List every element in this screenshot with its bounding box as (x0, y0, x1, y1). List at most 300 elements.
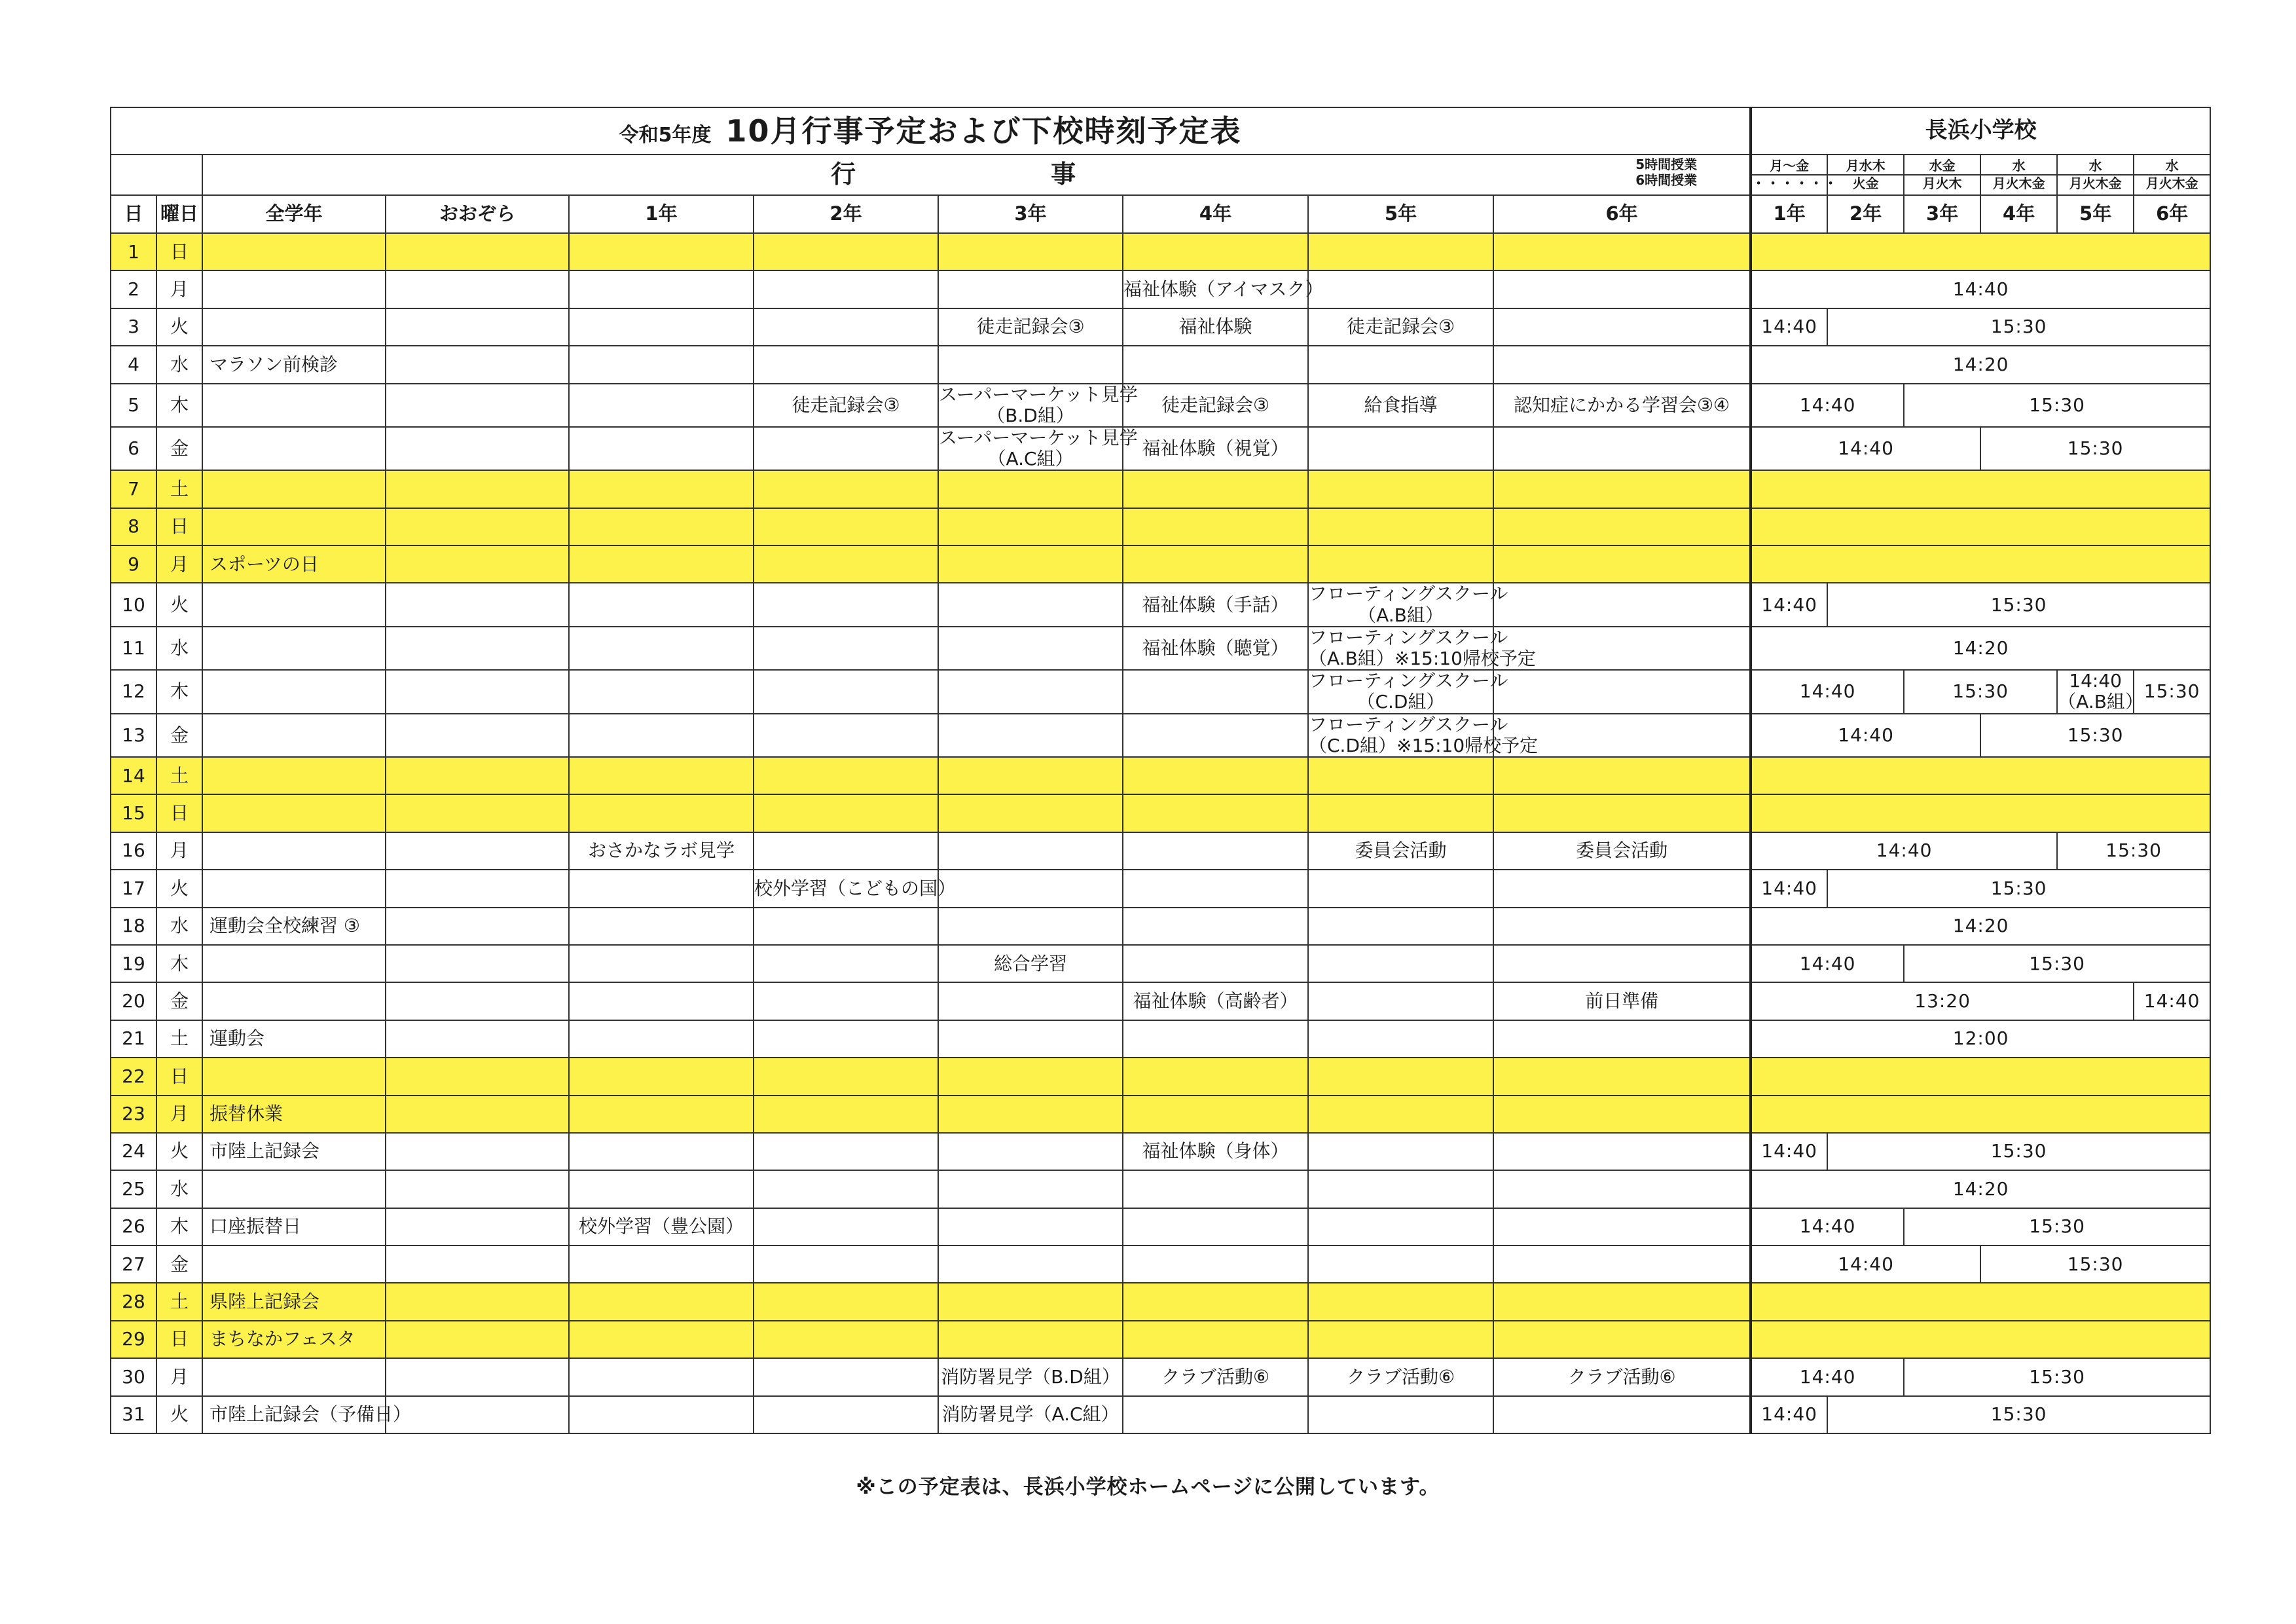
day-number: 11 (111, 627, 156, 670)
weekday: 金 (156, 1246, 202, 1283)
day-number: 23 (111, 1096, 156, 1133)
event-cell (202, 1170, 386, 1208)
event-cell (1493, 427, 1751, 470)
day-row (111, 308, 2210, 346)
day-number: 31 (111, 1396, 156, 1433)
event-cell (1308, 1246, 1493, 1283)
weekday: 日 (156, 794, 202, 832)
day-row (111, 1096, 2210, 1133)
event-cell: 福祉体験（身体） (1123, 1133, 1308, 1170)
event-cell (938, 1283, 1123, 1320)
event-cell (202, 233, 386, 270)
dismissal-time: 15:30 (2134, 670, 2210, 713)
event-cell (938, 583, 1123, 626)
dismissal-time: 15:30 (1827, 1396, 2210, 1433)
weekday: 月 (156, 1096, 202, 1133)
dismissal-time: 15:30 (1827, 308, 2210, 346)
dismissal-time-empty (1751, 1283, 2210, 1320)
event-cell (569, 757, 754, 794)
event-cell (1493, 1246, 1751, 1283)
event-cell (754, 583, 938, 626)
event-cell (569, 945, 754, 982)
event-cell (754, 1133, 938, 1170)
dismissal-time: 14:20 (1751, 627, 2210, 670)
day-row (111, 627, 2210, 670)
day-row (111, 870, 2210, 907)
event-cell (1308, 1133, 1493, 1170)
event-cell (386, 1246, 569, 1283)
dismissal-time: 14:40 (1751, 1358, 1904, 1395)
event-cell (1123, 346, 1308, 383)
day-row (111, 233, 2210, 270)
event-cell (1123, 1058, 1308, 1095)
event-cell (569, 308, 754, 346)
event-cell (386, 270, 569, 308)
event-cell (1493, 1170, 1751, 1208)
weekday: 日 (156, 1058, 202, 1095)
dismissal-time-empty (1751, 233, 2210, 270)
event-cell (1493, 346, 1751, 383)
dismissal-time-empty (1751, 545, 2210, 583)
pattern-bottom: ・・・・・・ (1752, 175, 1839, 191)
event-cell (202, 1058, 386, 1095)
event-cell (386, 508, 569, 545)
event-cell (754, 794, 938, 832)
day-row (111, 384, 2210, 427)
dismissal-time-empty (1751, 1096, 2210, 1133)
event-cell (1308, 346, 1493, 383)
day-number: 8 (111, 508, 156, 545)
day-row (111, 1358, 2210, 1395)
weekday: 水 (156, 346, 202, 383)
event-cell (202, 627, 386, 670)
col-event-2: おおぞら (386, 195, 569, 233)
event-cell (1308, 1096, 1493, 1133)
event-cell (1308, 470, 1493, 507)
event-cell: 福祉体験（高齢者） (1123, 982, 1308, 1020)
event-cell (1308, 1283, 1493, 1320)
weekday: 木 (156, 384, 202, 427)
col-day: 日 (111, 195, 156, 233)
event-cell: 総合学習 (938, 945, 1123, 982)
weekday: 月 (156, 832, 202, 870)
event-cell (938, 545, 1123, 583)
event-cell (386, 670, 569, 713)
event-cell (938, 832, 1123, 870)
day-row (111, 545, 2210, 583)
event-cell: フローティングスクール （C.D組） (1309, 670, 1508, 713)
dismissal-time-empty (1751, 757, 2210, 794)
day-number: 9 (111, 545, 156, 583)
day-row (111, 270, 2210, 308)
day-number: 22 (111, 1058, 156, 1095)
day-row (111, 1170, 2210, 1208)
col-event-5: 3年 (938, 195, 1123, 233)
gyouji-label: 行 事 (831, 160, 1161, 189)
event-cell (569, 233, 754, 270)
day-number: 6 (111, 427, 156, 470)
dismissal-time: 15:30 (1980, 427, 2210, 470)
event-cell: フローティングスクール （A.B組）※15:10帰校予定 (1309, 626, 1536, 670)
event-cell (202, 270, 386, 308)
event-cell (938, 627, 1123, 670)
event-cell: 振替休業 (202, 1096, 386, 1133)
day-row (111, 794, 2210, 832)
event-cell (938, 1096, 1123, 1133)
dismissal-time: 13:20 (1751, 982, 2134, 1020)
weekday: 水 (156, 908, 202, 945)
dismissal-time-empty (1751, 794, 2210, 832)
dismissal-time: 14:40 (1751, 832, 2057, 870)
event-cell (202, 794, 386, 832)
weekday: 水 (156, 1170, 202, 1208)
event-cell (938, 1170, 1123, 1208)
day-number: 28 (111, 1283, 156, 1320)
event-cell (569, 1396, 754, 1433)
event-cell (569, 870, 754, 907)
event-cell (1123, 1096, 1308, 1133)
dismissal-time: 15:30 (1904, 670, 2057, 713)
event-cell (386, 308, 569, 346)
day-row (111, 1208, 2210, 1246)
day-number: 10 (111, 583, 156, 626)
event-cell (569, 427, 754, 470)
pattern-bottom: 火金 (1852, 175, 1879, 191)
weekday: 金 (156, 714, 202, 757)
event-cell (386, 583, 569, 626)
event-cell (386, 1321, 569, 1358)
event-cell (569, 627, 754, 670)
col-grade-1: 1年 (1751, 195, 1827, 233)
day-row (111, 1133, 2210, 1170)
event-cell (938, 982, 1123, 1020)
dismissal-time-empty (1751, 470, 2210, 507)
event-cell (202, 870, 386, 907)
event-cell: スポーツの日 (202, 545, 386, 583)
event-cell (938, 1208, 1123, 1246)
event-cell (569, 714, 754, 757)
event-cell (386, 1096, 569, 1133)
day-row (111, 757, 2210, 794)
event-cell (569, 908, 754, 945)
event-cell (569, 270, 754, 308)
event-cell (754, 1246, 938, 1283)
day-number: 3 (111, 308, 156, 346)
event-cell (1308, 270, 1493, 308)
event-cell (938, 794, 1123, 832)
day-row (111, 470, 2210, 507)
dismissal-time: 14:40 (1751, 670, 1904, 713)
event-cell (1308, 1170, 1493, 1208)
title-cell (111, 107, 1751, 155)
dismissal-time: 14:40 (1751, 583, 1827, 626)
day-number: 27 (111, 1246, 156, 1283)
event-cell (386, 908, 569, 945)
event-cell: 消防署見学（A.C組） (938, 1396, 1123, 1433)
event-cell: まちなかフェスタ (202, 1321, 386, 1358)
event-cell (202, 508, 386, 545)
dismissal-time: 14:40 (1751, 308, 1827, 346)
day-row (111, 1058, 2210, 1095)
event-cell (754, 982, 938, 1020)
weekday: 火 (156, 308, 202, 346)
event-cell: 給食指導 (1308, 384, 1493, 427)
event-cell (754, 1058, 938, 1095)
pattern-top: 水 (2165, 158, 2179, 174)
event-cell (938, 757, 1123, 794)
day-number: 1 (111, 233, 156, 270)
pattern-header-1 (1751, 155, 1839, 195)
day-number: 19 (111, 945, 156, 982)
event-cell (754, 670, 938, 713)
event-cell (1123, 545, 1308, 583)
event-cell: 口座振替日 (202, 1208, 386, 1246)
dismissal-time: 14:40 (1751, 1133, 1827, 1170)
event-cell (1493, 508, 1751, 545)
event-cell (938, 1133, 1123, 1170)
event-cell (1123, 1246, 1308, 1283)
event-cell (1123, 945, 1308, 982)
event-cell (1123, 1396, 1308, 1433)
event-cell (754, 427, 938, 470)
event-cell (569, 1246, 754, 1283)
event-cell: 福祉体験（アイマスク） (1123, 270, 1308, 308)
event-cell (1308, 1208, 1493, 1246)
weekday: 火 (156, 1133, 202, 1170)
day-row (111, 908, 2210, 945)
event-cell (1493, 1208, 1751, 1246)
event-cell: 運動会全校練習 ③ (202, 908, 386, 945)
event-cell (386, 1133, 569, 1170)
event-cell: 徒走記録会③ (1123, 384, 1308, 427)
event-cell (1123, 870, 1308, 907)
event-cell (938, 346, 1123, 383)
school-name: 長浜小学校 (1925, 117, 2037, 144)
event-cell (754, 1396, 938, 1433)
day-number: 25 (111, 1170, 156, 1208)
title-row (111, 107, 2210, 155)
event-cell (754, 470, 938, 507)
weekday: 土 (156, 757, 202, 794)
dismissal-time: 14:40 （A.B組） (2058, 670, 2143, 713)
pattern-top: 水金 (1929, 158, 1956, 174)
event-cell (1308, 508, 1493, 545)
pattern-bottom: 月火木金 (2069, 175, 2122, 191)
pattern-header-4 (1980, 155, 2057, 195)
event-cell (1308, 233, 1493, 270)
event-cell (1123, 714, 1308, 757)
event-cell (202, 308, 386, 346)
weekday: 日 (156, 508, 202, 545)
col-event-4: 2年 (754, 195, 938, 233)
pattern-header-6 (2134, 155, 2210, 195)
event-cell (938, 1321, 1123, 1358)
pattern-top: 水 (2088, 158, 2102, 174)
event-cell (1493, 1283, 1751, 1320)
event-cell (386, 427, 569, 470)
event-cell: 福祉体験 (1123, 308, 1308, 346)
event-cell (202, 427, 386, 470)
period-labels (1635, 157, 1749, 188)
event-cell (754, 270, 938, 308)
event-cell: 運動会 (202, 1020, 386, 1058)
event-cell (754, 627, 938, 670)
dismissal-time-empty (1751, 1321, 2210, 1358)
school-name-cell (1751, 107, 2210, 155)
group-header-row (111, 155, 2210, 195)
event-cell (1308, 757, 1493, 794)
dismissal-time: 15:30 (2057, 832, 2210, 870)
event-cell (202, 832, 386, 870)
period-6h: 6時間授業 (1635, 172, 1698, 188)
event-cell (202, 757, 386, 794)
event-cell (569, 1020, 754, 1058)
dismissal-time: 14:40 (1751, 1246, 1980, 1283)
event-cell (202, 1246, 386, 1283)
event-cell (1493, 1321, 1751, 1358)
event-cell (1123, 794, 1308, 832)
event-cell (569, 1133, 754, 1170)
col-grade-4: 4年 (1980, 195, 2057, 233)
event-cell (938, 670, 1123, 713)
day-row (111, 508, 2210, 545)
event-cell: クラブ活動⑥ (1123, 1358, 1308, 1395)
event-cell (386, 982, 569, 1020)
weekday: 土 (156, 1283, 202, 1320)
event-cell (938, 908, 1123, 945)
event-cell (386, 945, 569, 982)
event-cell (569, 670, 754, 713)
event-cell (1123, 1283, 1308, 1320)
event-cell (1493, 794, 1751, 832)
event-cell: 福祉体験（聴覚） (1123, 627, 1308, 670)
day-number: 30 (111, 1358, 156, 1395)
event-cell (202, 1358, 386, 1395)
event-cell: クラブ活動⑥ (1308, 1358, 1493, 1395)
event-cell (569, 508, 754, 545)
event-cell (1308, 870, 1493, 907)
event-cell (202, 714, 386, 757)
event-cell (938, 470, 1123, 507)
event-cell (754, 908, 938, 945)
event-cell (1493, 1096, 1751, 1133)
pattern-bottom: 月火木 (1922, 175, 1962, 191)
event-cell (1493, 1058, 1751, 1095)
pattern-top: 月水木 (1846, 158, 1886, 174)
schedule-table (110, 107, 2211, 1434)
event-cell (386, 1396, 569, 1433)
event-cell (754, 1208, 938, 1246)
event-cell (754, 308, 938, 346)
day-row (111, 583, 2210, 626)
group-header-blank (111, 155, 202, 195)
day-number: 7 (111, 470, 156, 507)
weekday: 月 (156, 270, 202, 308)
event-cell (1123, 1020, 1308, 1058)
col-event-6: 4年 (1123, 195, 1308, 233)
event-cell (1123, 1321, 1308, 1358)
event-cell (386, 470, 569, 507)
event-cell (569, 384, 754, 427)
event-cell (386, 233, 569, 270)
day-row (111, 1020, 2210, 1058)
day-number: 21 (111, 1020, 156, 1058)
event-cell (1123, 832, 1308, 870)
event-cell: フローティングスクール （A.B組） (1309, 583, 1508, 626)
event-cell: スーパーマーケット見学 （A.C組） (939, 426, 1138, 470)
event-cell (1493, 870, 1751, 907)
dismissal-time: 14:40 (1751, 870, 1827, 907)
event-cell: スーパーマーケット見学 （B.D組） (939, 383, 1138, 426)
event-cell (202, 945, 386, 982)
event-cell (1493, 908, 1751, 945)
pattern-top: 水 (2012, 158, 2026, 174)
day-row (111, 832, 2210, 870)
event-cell (938, 1058, 1123, 1095)
event-cell (569, 1358, 754, 1395)
event-cell (754, 508, 938, 545)
day-number: 16 (111, 832, 156, 870)
weekday: 日 (156, 1321, 202, 1358)
event-cell (1493, 583, 1751, 626)
day-row (111, 346, 2210, 383)
event-cell (202, 470, 386, 507)
event-cell (754, 1283, 938, 1320)
event-cell (569, 583, 754, 626)
day-number: 17 (111, 870, 156, 907)
weekday: 日 (156, 233, 202, 270)
event-cell (1308, 545, 1493, 583)
event-cell: 前日準備 (1493, 982, 1751, 1020)
dismissal-time: 14:20 (1751, 908, 2210, 945)
event-cell (386, 384, 569, 427)
day-row (111, 982, 2210, 1020)
dismissal-time-empty (1751, 1058, 2210, 1095)
event-cell (938, 508, 1123, 545)
pattern-header-3 (1904, 155, 1980, 195)
event-cell (202, 982, 386, 1020)
event-cell: 校外学習（豊公園） (569, 1208, 754, 1246)
event-cell (1493, 270, 1751, 308)
day-row (111, 1283, 2210, 1320)
event-cell (754, 1170, 938, 1208)
dismissal-time: 14:40 (1751, 270, 2210, 308)
event-cell: 福祉体験（視覚） (1123, 427, 1308, 470)
event-cell (202, 583, 386, 626)
weekday: 火 (156, 583, 202, 626)
event-cell (1493, 308, 1751, 346)
day-number: 24 (111, 1133, 156, 1170)
day-row (111, 1246, 2210, 1283)
dismissal-time: 14:20 (1751, 346, 2210, 383)
day-row (111, 1321, 2210, 1358)
dismissal-time: 14:40 (1751, 945, 1904, 982)
event-cell (754, 945, 938, 982)
event-cell (754, 1020, 938, 1058)
event-cell (1123, 757, 1308, 794)
event-cell (1123, 1208, 1308, 1246)
day-row (111, 945, 2210, 982)
event-cell: 県陸上記録会 (202, 1283, 386, 1320)
event-cell (569, 1283, 754, 1320)
event-cell (202, 384, 386, 427)
event-cell (1123, 670, 1308, 713)
footnote: ※この予定表は、長浜小学校ホームページに公開しています。 (856, 1475, 1440, 1499)
event-cell (938, 1246, 1123, 1283)
dismissal-time: 14:40 (1751, 1208, 1904, 1246)
event-cell (569, 545, 754, 583)
day-row (111, 427, 2210, 470)
